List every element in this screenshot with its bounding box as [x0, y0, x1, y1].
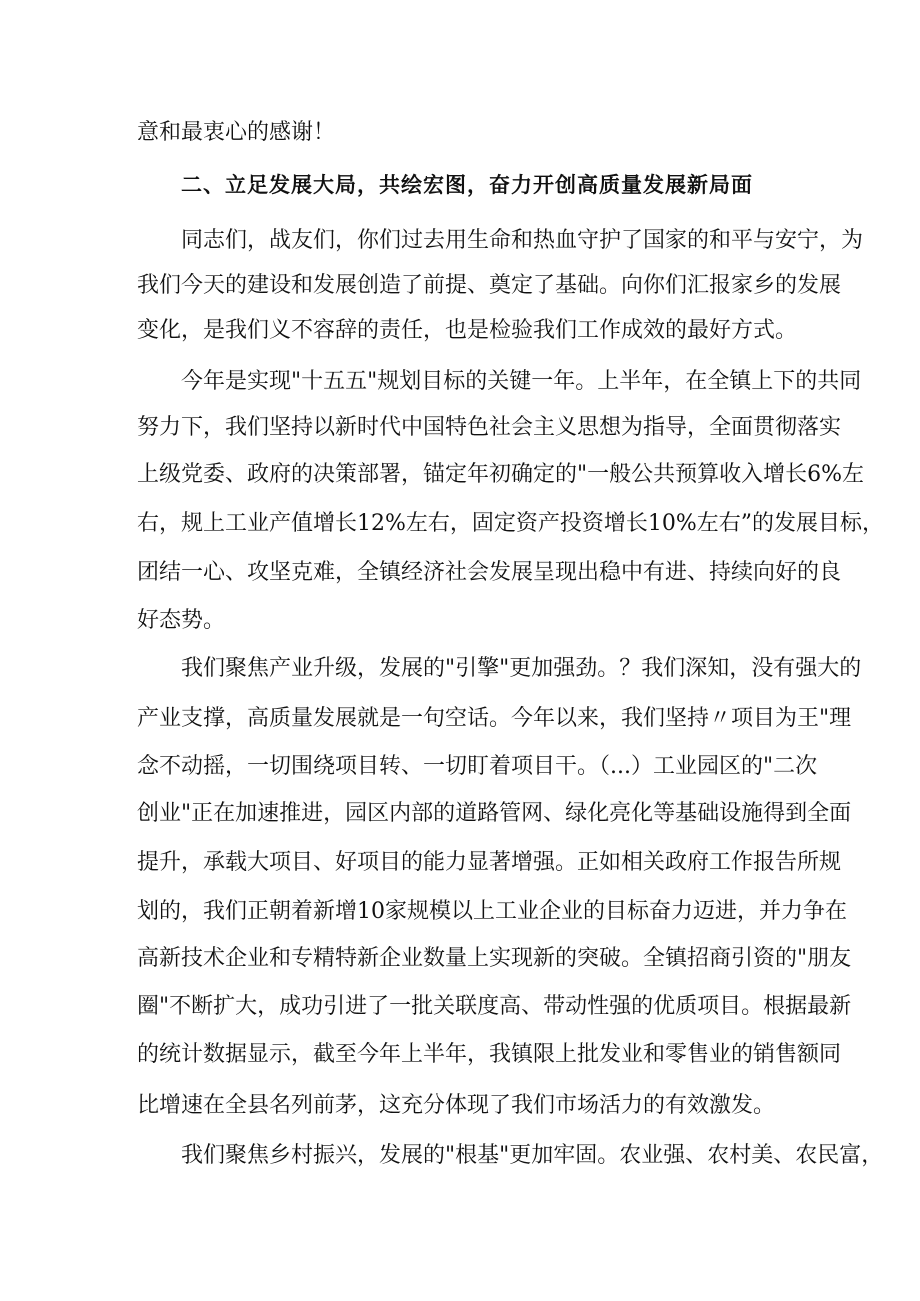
paragraph-3-line-4: 创业"正在加速推进，园区内部的道路管网、绿化亮化等基础设施得到全面: [137, 801, 852, 826]
paragraph-3-line-10: 比增速在全县名列前茅，这充分体现了我们市场活力的有效激发。: [137, 1093, 776, 1118]
paragraph-2-line-3: 上级党委、政府的决策部署，锚定年初确定的"一般公共预算收入增长6%左: [137, 462, 865, 487]
paragraph-3-line-1: 我们聚焦产业升级，发展的"引擎"更加强劲。？我们深知，没有强大的: [181, 656, 862, 681]
paragraph-3-line-3: 念不动摇，一切围绕项目转、一切盯着项目干。（...）工业园区的"二次: [137, 754, 818, 779]
continuation-line: 意和最衷心的感谢！: [137, 120, 336, 145]
paragraph-2-line-1: 今年是实现"十五五"规划目标的关键一年。上半年，在全镇上下的共同: [181, 369, 862, 394]
paragraph-3-line-7: 高新技术企业和专精特新企业数量上实现新的突破。全镇招商引资的"朋友: [137, 946, 852, 971]
paragraph-3-line-5: 提升，承载大项目、好项目的能力显著增强。正如相关政府工作报告所规: [137, 850, 842, 875]
paragraph-2-line-4: 右，规上工业产值增长12%左右，固定资产投资增长10%左右”的发展目标，: [137, 511, 885, 536]
paragraph-2-line-5: 团结一心、攻坚克难，全镇经济社会发展呈现出稳中有进、持续向好的良: [137, 560, 842, 585]
paragraph-1-line-2: 我们今天的建设和发展创造了前提、奠定了基础。向你们汇报家乡的发展: [137, 273, 842, 298]
paragraph-3-line-2: 产业支撑，高质量发展就是一句空话。今年以来，我们坚持〃项目为王"理: [137, 706, 852, 731]
paragraph-3-line-6: 划的，我们正朝着新增10家规模以上工业企业的目标奋力迈进，并力争在: [137, 899, 847, 924]
paragraph-3-line-9: 的统计数据显示，截至今年上半年，我镇限上批发业和零售业的销售额同: [137, 1042, 842, 1067]
paragraph-4-line-1: 我们聚焦乡村振兴，发展的"根基"更加牢固。农业强、农村美、农民富，: [181, 1143, 884, 1168]
paragraph-1-line-3: 变化，是我们义不容辞的责任，也是检验我们工作成效的最好方式。: [137, 318, 798, 343]
paragraph-2-line-6: 好态势。: [137, 608, 226, 633]
paragraph-2-line-2: 努力下，我们坚持以新时代中国特色社会主义思想为指导，全面贯彻落实: [137, 415, 842, 440]
paragraph-3-line-8: 圈"不断扩大，成功引进了一批关联度高、带动性强的优质项目。根据最新: [137, 994, 852, 1019]
section-heading: 二、立足发展大局，共绘宏图，奋力开创高质量发展新局面: [181, 173, 753, 197]
paragraph-1-line-1: 同志们，战友们，你们过去用生命和热血守护了国家的和平与安宁，为: [181, 228, 864, 253]
